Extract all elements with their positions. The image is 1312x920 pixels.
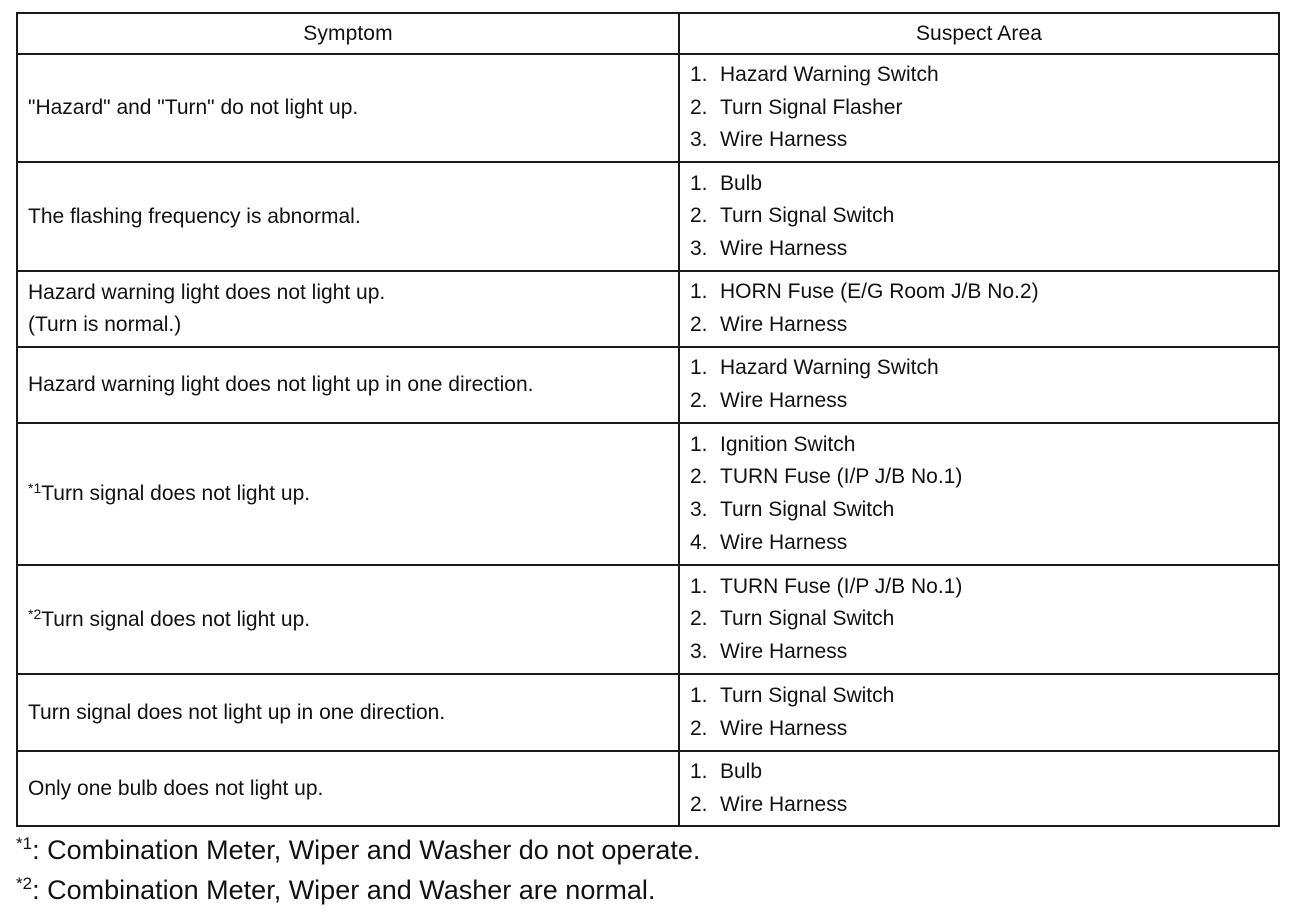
list-item <box>690 309 1278 342</box>
list-item-number: 2. <box>690 465 708 489</box>
list-item <box>690 59 1278 92</box>
symptom-line-text: Turn signal does not light up. <box>41 607 311 631</box>
list-item <box>690 276 1278 309</box>
list-item-number: 4. <box>690 530 708 554</box>
symptom-text <box>28 369 678 401</box>
table-body <box>17 54 1279 826</box>
suspect-area-text: TURN Fuse (I/P J/B No.1) <box>720 465 963 489</box>
suspect-area-text: Wire Harness <box>720 313 848 336</box>
list-item <box>690 385 1278 418</box>
symptom-cell <box>17 751 679 826</box>
troubleshooting-table-container <box>16 12 1278 827</box>
symptom-text <box>28 478 678 510</box>
suspect-area-cell <box>679 565 1279 674</box>
list-item <box>690 636 1278 669</box>
footnote-reference: *1 <box>28 480 42 496</box>
footnotes <box>16 830 700 910</box>
suspect-area-text: Hazard Warning Switch <box>720 63 939 87</box>
suspect-area-list <box>690 756 1278 821</box>
list-item <box>690 756 1278 789</box>
list-item <box>690 461 1278 494</box>
footnote-2 <box>16 870 700 910</box>
list-item-number: 3. <box>690 128 708 152</box>
list-item-number: 2. <box>690 95 708 119</box>
symptom-cell <box>17 162 679 271</box>
suspect-area-list <box>690 429 1278 559</box>
symptom-text <box>28 201 678 233</box>
suspect-area-text: Bulb <box>720 171 763 195</box>
symptom-line-text: Only one bulb does not light up. <box>28 776 324 800</box>
list-item <box>690 494 1278 527</box>
suspect-area-list <box>690 59 1278 157</box>
list-item <box>690 233 1278 266</box>
symptom-cell <box>17 423 679 565</box>
symptom-text <box>28 277 678 309</box>
list-item <box>690 429 1278 462</box>
list-item-number: 1. <box>690 683 708 707</box>
list-item <box>690 200 1278 233</box>
list-item <box>690 168 1278 201</box>
list-item-number: 2. <box>690 792 708 816</box>
suspect-area-list <box>690 168 1278 266</box>
troubleshooting-table <box>16 12 1280 827</box>
suspect-area-list <box>690 680 1278 745</box>
suspect-area-text: Turn Signal Switch <box>720 498 895 521</box>
suspect-area-cell <box>679 751 1279 826</box>
table-row <box>17 674 1279 751</box>
list-item <box>690 713 1278 746</box>
list-item-number: 1. <box>690 171 708 195</box>
suspect-area-text: Wire Harness <box>720 639 848 663</box>
table-row <box>17 271 1279 347</box>
suspect-area-text: Hazard Warning Switch <box>720 356 939 380</box>
symptom-text <box>28 773 678 805</box>
suspect-area-text: Wire Harness <box>720 389 848 412</box>
footnote-mark: *2 <box>16 874 33 893</box>
suspect-area-text: TURN Fuse (I/P J/B No.1) <box>720 574 963 598</box>
symptom-line-text: Turn signal does not light up in one direction. <box>28 700 446 724</box>
symptom-text <box>28 92 678 124</box>
list-item-number: 3. <box>690 498 708 521</box>
suspect-area-text: Ignition Switch <box>720 432 856 456</box>
list-item-number: 2. <box>690 204 708 228</box>
list-item-number: 2. <box>690 313 708 336</box>
list-item-number: 1. <box>690 63 708 87</box>
symptom-text <box>28 604 678 636</box>
suspect-area-text: Turn Signal Switch <box>720 683 895 707</box>
suspect-area-cell <box>679 423 1279 565</box>
suspect-area-text: Wire Harness <box>720 236 848 260</box>
table-row <box>17 565 1279 674</box>
suspect-area-text: Wire Harness <box>720 530 848 554</box>
symptom-line-text: Turn signal does not light up. <box>41 482 311 505</box>
list-item <box>690 92 1278 125</box>
suspect-area-cell <box>679 347 1279 423</box>
symptom-cell <box>17 54 679 162</box>
suspect-area-list <box>690 276 1278 341</box>
symptom-cell <box>17 271 679 347</box>
list-item-number: 3. <box>690 236 708 260</box>
list-item-number: 1. <box>690 356 708 380</box>
suspect-area-text: HORN Fuse (E/G Room J/B No.2) <box>720 280 1039 304</box>
symptom-cell <box>17 565 679 674</box>
table-row <box>17 54 1279 162</box>
symptom-text <box>28 309 678 341</box>
suspect-area-text: Turn Signal Flasher <box>720 95 903 119</box>
list-item <box>690 571 1278 604</box>
suspect-area-list <box>690 352 1278 417</box>
footnote-text: : Combination Meter, Wiper and Washer are normal. <box>32 875 656 905</box>
suspect-area-cell <box>679 54 1279 162</box>
table-header-row <box>17 13 1279 54</box>
symptom-text <box>28 697 678 729</box>
suspect-area-cell <box>679 162 1279 271</box>
suspect-area-text: Bulb <box>720 759 763 783</box>
symptom-line-text: (Turn is normal.) <box>28 313 182 336</box>
symptom-line-text: Hazard warning light does not light up. <box>28 281 386 304</box>
list-item-number: 1. <box>690 759 708 783</box>
symptom-line-text: "Hazard" and "Turn" do not light up. <box>28 96 359 119</box>
list-item <box>690 603 1278 636</box>
list-item <box>690 789 1278 822</box>
suspect-area-cell <box>679 271 1279 347</box>
list-item-number: 1. <box>690 574 708 598</box>
symptom-cell <box>17 674 679 751</box>
list-item-number: 3. <box>690 639 708 663</box>
suspect-area-text: Wire Harness <box>720 128 848 152</box>
table-row <box>17 423 1279 565</box>
suspect-area-column-header: Suspect Area <box>679 13 1279 54</box>
footnote-1 <box>16 830 700 870</box>
footnote-reference: *2 <box>28 605 42 622</box>
list-item-number: 2. <box>690 607 708 631</box>
list-item-number: 1. <box>690 280 708 304</box>
suspect-area-text: Turn Signal Switch <box>720 607 895 631</box>
list-item-number: 2. <box>690 389 708 412</box>
symptom-cell <box>17 347 679 423</box>
symptom-column-header: Symptom <box>17 13 679 54</box>
suspect-area-cell <box>679 674 1279 751</box>
list-item <box>690 527 1278 560</box>
list-item <box>690 124 1278 157</box>
list-item <box>690 680 1278 713</box>
symptom-line-text: The flashing frequency is abnormal. <box>28 204 361 228</box>
symptom-line-text: Hazard warning light does not light up in one direction. <box>28 373 534 396</box>
table-row <box>17 162 1279 271</box>
suspect-area-text: Turn Signal Switch <box>720 204 895 228</box>
suspect-area-text: Wire Harness <box>720 716 848 740</box>
list-item <box>690 352 1278 385</box>
footnote-mark: *1 <box>16 834 33 853</box>
table-row <box>17 347 1279 423</box>
suspect-area-text: Wire Harness <box>720 792 848 816</box>
suspect-area-list <box>690 571 1278 669</box>
list-item-number: 2. <box>690 716 708 740</box>
footnote-text: : Combination Meter, Wiper and Washer do not operate. <box>32 835 701 865</box>
table-row <box>17 751 1279 826</box>
list-item-number: 1. <box>690 432 708 456</box>
